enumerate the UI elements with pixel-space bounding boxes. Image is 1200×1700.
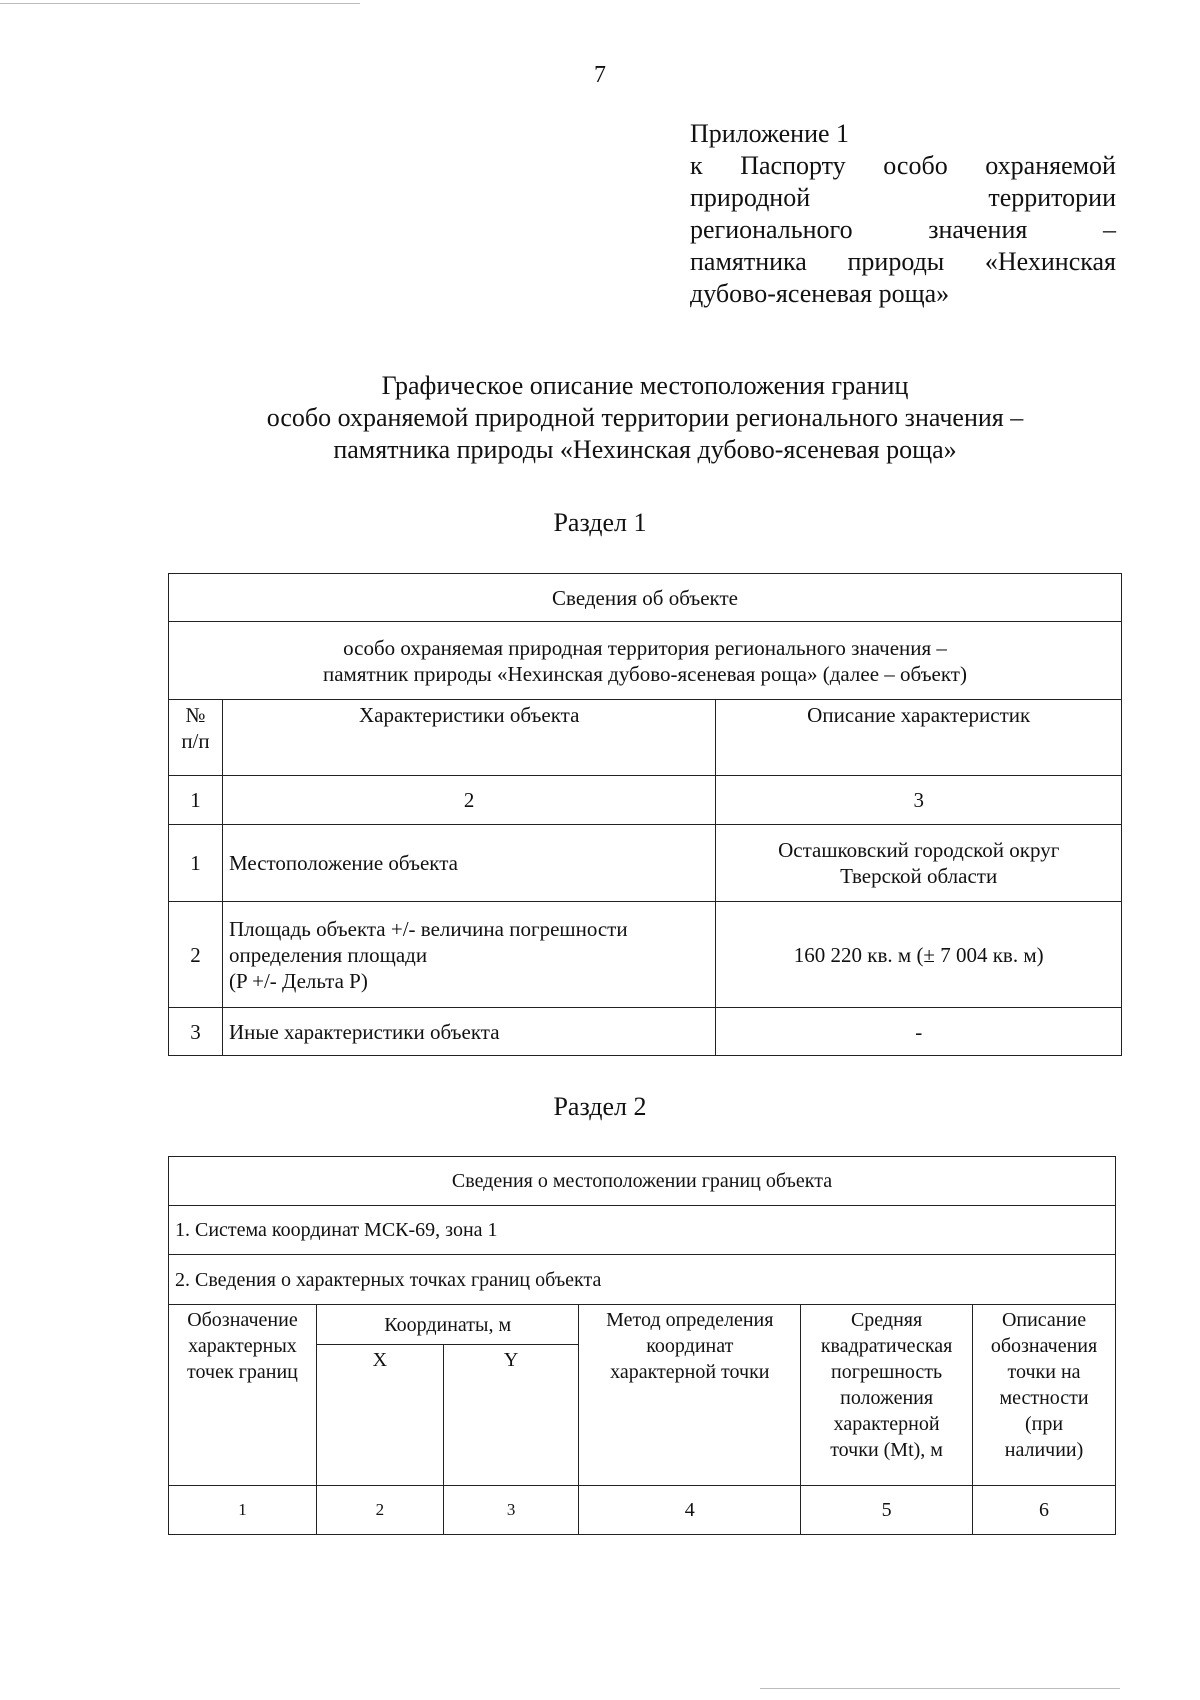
column-number: 6 [973,1486,1116,1535]
object-name-line: памятник природы «Нехинская дубово-ясеневая роща» (далее – объект) [323,661,967,686]
header-method [579,1305,801,1486]
header-description [973,1305,1116,1486]
appendix-reference [690,118,1116,310]
scan-edge-line [0,3,360,4]
column-number: 3 [716,776,1122,825]
row-name-line: (P +/- Дельта P) [228,968,368,993]
row-name: Иные характеристики объекта [222,1008,715,1056]
header-line: наличии) [1004,1439,1084,1461]
row-num: 3 [169,1008,223,1056]
scan-edge-line [760,1688,1120,1689]
column-number: 5 [801,1486,973,1535]
appendix-word: – [1102,215,1116,244]
header-characteristic: Характеристики объекта [222,700,715,776]
column-number: 1 [169,776,223,825]
header-line: характерных [188,1335,297,1357]
section-2-heading: Раздел 2 [553,1092,647,1121]
header-line: характерной [833,1413,940,1435]
appendix-line: дубово-ясеневая роща» [690,279,950,308]
table-caption: Сведения о местоположении границ объекта [169,1157,1116,1206]
column-number: 2 [316,1486,443,1535]
page-number: 7 [594,62,606,88]
header-line: точки на [1007,1361,1081,1383]
header-line: положения [840,1387,934,1409]
header-line: характерной точки [610,1361,770,1383]
header-line: Обозначение [187,1309,298,1331]
header-line: Средняя [850,1309,923,1331]
points-info: 2. Сведения о характерных точках границ объекта [169,1255,1116,1305]
appendix-word: Паспорту [740,151,846,180]
header-y: Y [443,1345,579,1486]
appendix-word: памятника [690,247,807,276]
table-row [169,902,1122,1008]
header-line: Описание [1001,1309,1087,1331]
header-num-line: № [185,703,206,727]
document-title [150,370,1140,466]
header-line: точек границ [187,1361,298,1383]
header-coordinates: Координаты, м [316,1305,579,1345]
header-line: квадратическая [820,1335,953,1357]
header-num-line: п/п [181,729,210,753]
appendix-word: природы [847,247,945,276]
row-desc-line: Тверской области [840,864,998,888]
header-line: координат [646,1335,734,1357]
row-num: 2 [169,902,223,1008]
header-x: X [316,1345,443,1486]
appendix-word: охраняемой [985,151,1116,180]
row-desc [716,825,1122,902]
title-line: особо охраняемой природной территории регионального значения – [266,403,1024,432]
object-name-line: особо охраняемая природная территория регионального значения – [343,635,947,660]
row-desc-line: Осташковский городской округ [778,838,1060,862]
header-description: Описание характеристик [716,700,1122,776]
appendix-word: природной [690,183,811,212]
row-name [222,902,715,1008]
table-row [169,1008,1122,1056]
header-line: обозначения [990,1335,1098,1357]
table-row [169,825,1122,902]
header-error [801,1305,973,1486]
header-designation [169,1305,317,1486]
section-1-heading: Раздел 1 [553,508,647,537]
row-name-line: Площадь объекта +/- величина погрешности [228,916,628,941]
appendix-word: особо [883,151,948,180]
row-num: 1 [169,825,223,902]
header-line: (при [1024,1413,1064,1435]
object-info-table [168,573,1122,1056]
title-line: памятника природы «Нехинская дубово-ясеневая роща» [333,435,957,464]
row-name: Местоположение объекта [222,825,715,902]
appendix-line [690,246,1116,278]
header-line: точки (Mt), м [830,1439,943,1461]
coordinate-system: 1. Система координат МСК-69, зона 1 [169,1206,1116,1255]
appendix-line [690,150,1116,182]
appendix-word: регионального [690,215,853,244]
appendix-line [690,214,1116,246]
row-desc: 160 220 кв. м (± 7 004 кв. м) [716,902,1122,1008]
appendix-word: к [690,151,703,180]
row-name-line: определения площади [228,942,428,967]
column-number: 3 [443,1486,579,1535]
object-name-cell [169,622,1122,700]
header-num [169,700,223,776]
table-caption: Сведения об объекте [169,574,1122,622]
appendix-word: значения [928,215,1028,244]
appendix-word: «Нехинская [984,247,1116,276]
column-number: 1 [169,1486,317,1535]
column-number: 2 [222,776,715,825]
header-line: погрешность [831,1361,943,1383]
header-line: Метод определения [606,1309,774,1331]
header-line: местности [999,1387,1089,1409]
appendix-line: Приложение 1 [690,119,850,148]
appendix-line [690,182,1116,214]
appendix-word: территории [988,183,1116,212]
boundary-info-table [168,1156,1116,1535]
title-line: Графическое описание местоположения границ [381,371,909,400]
column-number: 4 [579,1486,801,1535]
row-desc: - [716,1008,1122,1056]
